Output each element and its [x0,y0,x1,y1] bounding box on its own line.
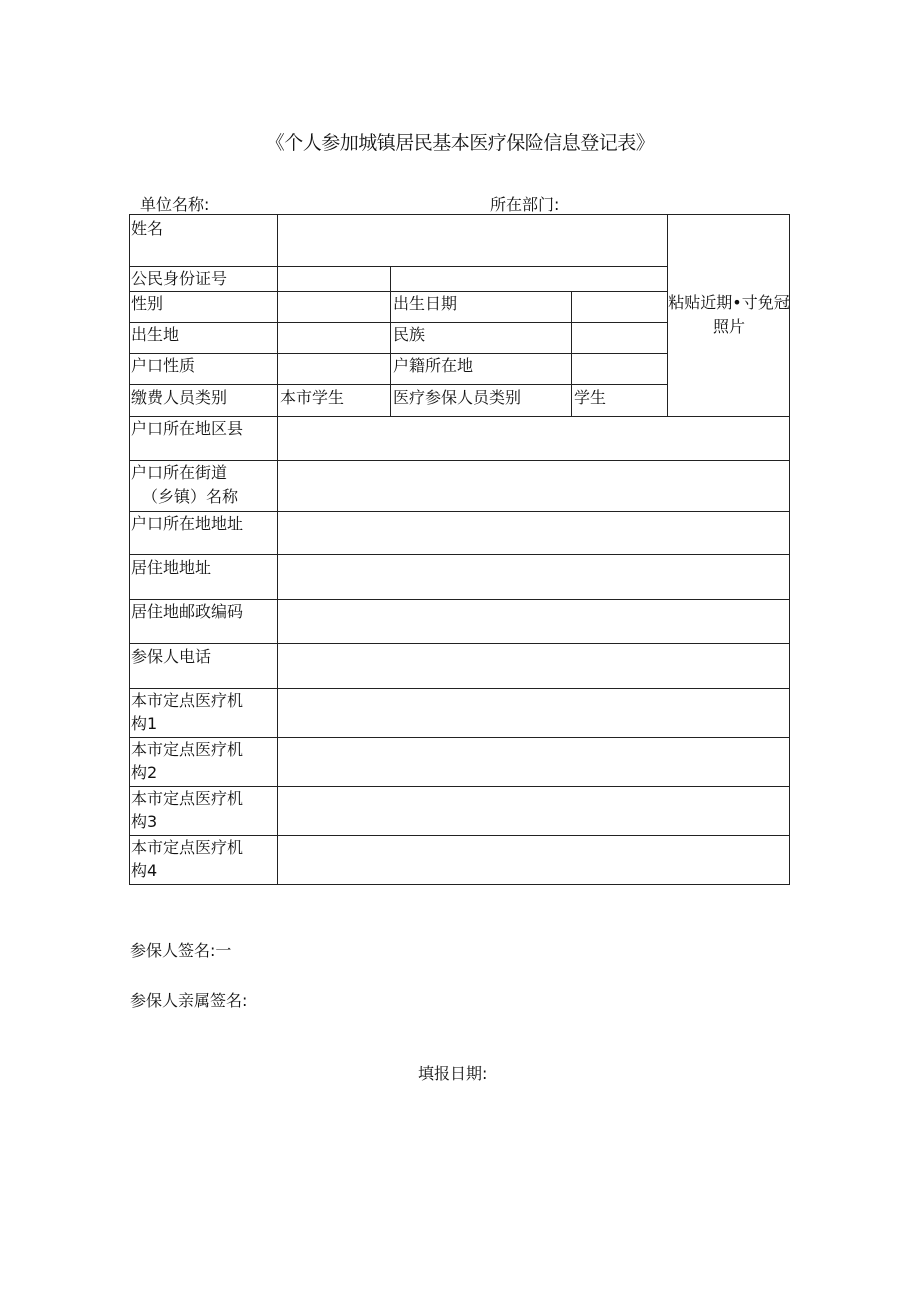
row-divider [130,384,668,385]
department-label: 所在部门: [490,195,560,214]
household-address-label: 户口所在地地址 [131,514,244,533]
registration-form-table [129,214,790,885]
household-type-label: 户口性质 [131,356,196,375]
form-title: 《个人参加城镇居民基本医疗保险信息登记表》 [265,132,655,154]
birth-date-label: 出生日期 [393,294,458,313]
insured-category-label: 医疗参保人员类别 [393,388,522,407]
column-divider [277,215,278,884]
household-location-label: 户籍所在地 [393,356,474,375]
row-divider [130,554,789,555]
clinic-1-label-line1: 本市定点医疗机 [131,691,244,710]
street-label-line2: （乡镇）名称 [142,487,239,506]
clinic-2-label-line1: 本市定点医疗机 [131,740,244,759]
clinic-4-label-line2: 构4 [131,861,158,880]
gender-label: 性别 [131,294,164,313]
clinic-3-label-line2: 构3 [131,812,158,831]
payer-category-label: 缴费人员类别 [131,388,228,407]
fill-date-label: 填报日期: [418,1064,488,1083]
ethnicity-label: 民族 [393,325,426,344]
column-divider [390,266,391,416]
id-number-label: 公民身份证号 [131,269,228,288]
street-label-line1: 户口所在街道 [131,463,228,482]
unit-name-label: 单位名称: [140,195,210,214]
column-divider [571,291,572,416]
name-label: 姓名 [131,219,164,238]
residence-address-label: 居住地地址 [131,558,212,577]
row-divider [130,460,789,461]
clinic-3-label-line1: 本市定点医疗机 [131,789,244,808]
signature-label: 参保人签名:一 [130,941,232,960]
postal-code-label: 居住地邮政编码 [131,602,244,621]
payer-category-value: 本市学生 [280,388,345,407]
district-label: 户口所在地区县 [131,419,244,438]
clinic-2-label-line2: 构2 [131,763,158,782]
insured-category-value: 学生 [574,388,607,407]
relative-signature-label: 参保人亲属签名: [130,991,248,1010]
photo-placeholder-note: 粘贴近期•寸免冠照片 [668,293,790,336]
phone-label: 参保人电话 [131,647,212,666]
birthplace-label: 出生地 [131,325,180,344]
clinic-1-label-line2: 构1 [131,714,158,733]
clinic-4-label-line1: 本市定点医疗机 [131,838,244,857]
row-divider [130,643,789,644]
